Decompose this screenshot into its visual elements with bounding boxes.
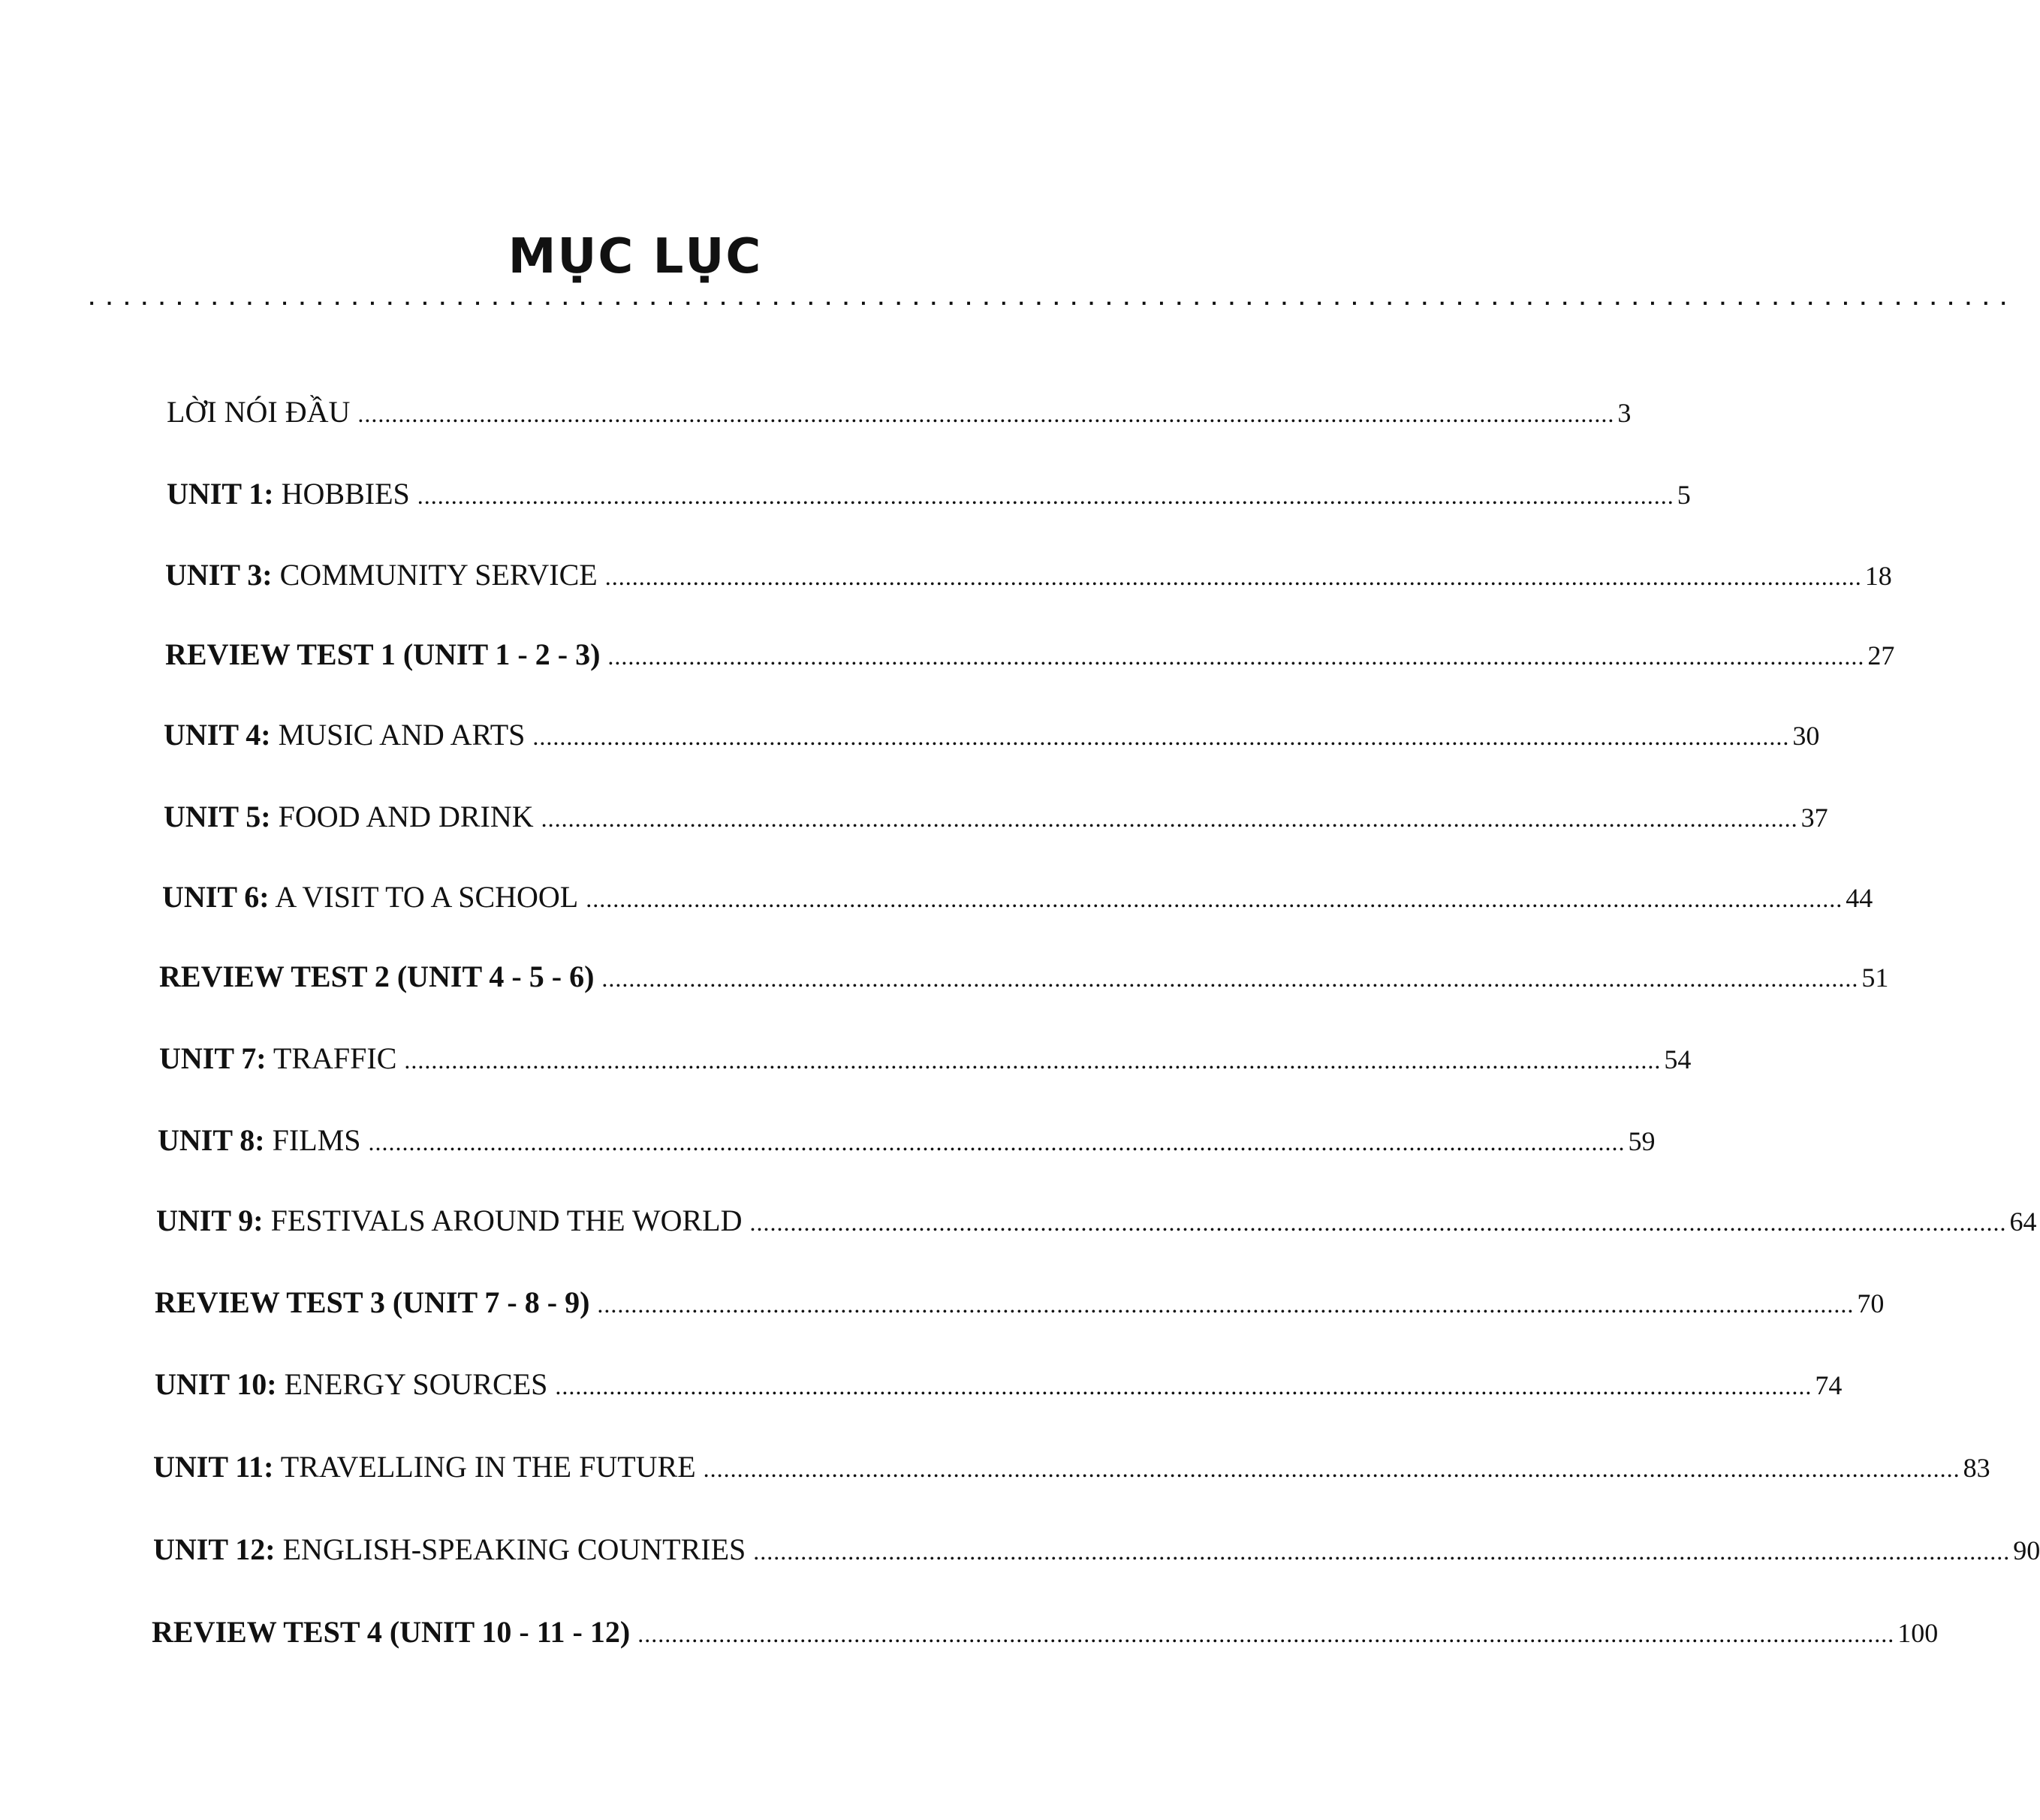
toc-entry-title: COMMUNITY SERVICE: [272, 558, 598, 592]
toc-entry-label: [165, 557, 598, 593]
toc-entry-unit: UNIT 1:: [167, 477, 274, 511]
toc-entry-title: ENGLISH-SPEAKING COUNTRIES: [275, 1532, 746, 1566]
toc-dot-leader: [586, 881, 1843, 917]
toc-page-number: 64: [2009, 1207, 2037, 1237]
toc-page-number: 18: [1864, 561, 1892, 591]
toc-entry: [164, 717, 1820, 755]
toc-dot-leader: [597, 1286, 1854, 1322]
toc-dot-leader: [555, 1368, 1812, 1404]
toc-dot-leader: [417, 478, 1674, 514]
toc-page-number: 27: [1867, 640, 1895, 670]
toc-entry-title: TRAVELLING IN THE FUTURE: [273, 1450, 696, 1484]
toc-entry-label: [167, 394, 350, 430]
toc-dot-leader: [749, 1204, 2006, 1240]
toc-entry: [153, 1449, 1990, 1487]
toc-entry-unit: UNIT 10:: [155, 1367, 277, 1401]
toc-dot-leader: [532, 719, 1789, 755]
toc-entry: [159, 959, 1889, 996]
toc-dot-leader: [753, 1533, 2010, 1569]
toc-entry-title: ENERGY SOURCES: [276, 1367, 548, 1401]
toc-entry-label: [159, 959, 594, 995]
toc-entry-label: [153, 1532, 746, 1568]
toc-entry-title: LỜI NÓI ĐẦU: [167, 395, 351, 429]
toc-entry-unit: UNIT 8:: [158, 1123, 265, 1157]
toc-entry-title: A VISIT TO A SCHOOL: [269, 880, 579, 914]
toc-entry-label: [158, 1122, 360, 1159]
toc-entry: [152, 1614, 1939, 1652]
toc-entry: [167, 394, 1632, 432]
toc-dot-leader: [601, 960, 1858, 996]
toc-entry-label: [155, 1367, 547, 1403]
toc-entry: [165, 557, 1892, 595]
toc-page-number: 59: [1628, 1126, 1656, 1156]
toc-entry-label: [156, 1203, 742, 1239]
toc-dot-leader: [541, 800, 1798, 836]
toc-entry-label: [152, 1614, 630, 1650]
toc-entry-label: [164, 717, 525, 753]
toc-entry-unit: REVIEW TEST 1 (UNIT 1 - 2 - 3): [165, 637, 601, 671]
toc-page-number: 70: [1857, 1288, 1885, 1318]
toc-dot-leader: [357, 396, 1614, 432]
toc-page-number: 44: [1846, 883, 1873, 913]
toc-entry-title: FILMS: [264, 1123, 361, 1157]
toc-dot-leader: [704, 1451, 1960, 1487]
toc-dot-leader: [605, 559, 1862, 595]
toc-entry-unit: UNIT 5:: [164, 800, 271, 833]
toc-page-number: 54: [1664, 1044, 1692, 1074]
toc-dot-leader: [368, 1124, 1625, 1160]
toc-entry-unit: UNIT 9:: [156, 1204, 264, 1237]
toc-entry: [156, 1203, 2037, 1240]
page-title: MỤC LỤC: [508, 229, 763, 285]
toc-entry: [165, 637, 1895, 674]
toc-entry-title: TRAFFIC: [266, 1041, 397, 1075]
toc-page-number: 51: [1861, 963, 1889, 993]
toc-entry-unit: UNIT 11:: [153, 1450, 274, 1484]
toc-entry-unit: UNIT 6:: [162, 880, 270, 914]
toc-entry-label: [155, 1285, 589, 1321]
toc-dot-leader: [607, 638, 1864, 674]
toc-entry-title: MUSIC AND ARTS: [270, 718, 526, 752]
toc-page-number: 5: [1677, 480, 1691, 510]
toc-entry-label: [165, 637, 600, 673]
toc-entry-label: [159, 1041, 396, 1077]
toc-entry-unit: UNIT 4:: [164, 718, 271, 752]
toc-page-number: 83: [1963, 1453, 1990, 1483]
toc-entry: [159, 1041, 1692, 1078]
toc-entry: [153, 1532, 2040, 1569]
toc-page-number: 37: [1800, 803, 1828, 833]
toc-page-number: 30: [1792, 721, 1820, 751]
toc-entry: [164, 799, 1828, 836]
toc-page-number: 74: [1815, 1370, 1843, 1400]
toc-entry-label: [164, 799, 534, 835]
toc-entry-unit: REVIEW TEST 2 (UNIT 4 - 5 - 6): [159, 960, 595, 993]
toc-entry-title: FESTIVALS AROUND THE WORLD: [263, 1204, 743, 1237]
toc-dot-leader: [404, 1042, 1661, 1078]
toc-entry-unit: UNIT 7:: [159, 1041, 267, 1075]
toc-entry-unit: REVIEW TEST 3 (UNIT 7 - 8 - 9): [155, 1285, 590, 1319]
toc-entry: [162, 879, 1873, 917]
toc-entry-unit: REVIEW TEST 4 (UNIT 10 - 11 - 12): [152, 1615, 631, 1649]
toc-entry-label: [153, 1449, 696, 1485]
toc-dot-leader: [637, 1616, 1894, 1652]
toc-entry-label: [167, 476, 410, 512]
title-dotted-rule: ..............................................................................................................: [89, 291, 2018, 309]
toc-entry: [155, 1367, 1843, 1404]
toc-entry-title: FOOD AND DRINK: [270, 800, 534, 833]
toc-entry: [158, 1122, 1656, 1160]
toc-entry: [155, 1285, 1885, 1322]
toc-entry-label: [162, 879, 578, 915]
toc-entry-unit: UNIT 3:: [165, 558, 273, 592]
toc-entry-title: HOBBIES: [273, 477, 410, 511]
toc-page-number: 3: [1617, 398, 1632, 428]
toc-page-number: 90: [2013, 1535, 2040, 1565]
toc-entry: [167, 476, 1691, 514]
toc-entry-unit: UNIT 12:: [153, 1532, 276, 1566]
toc-page-number: 100: [1897, 1618, 1939, 1648]
